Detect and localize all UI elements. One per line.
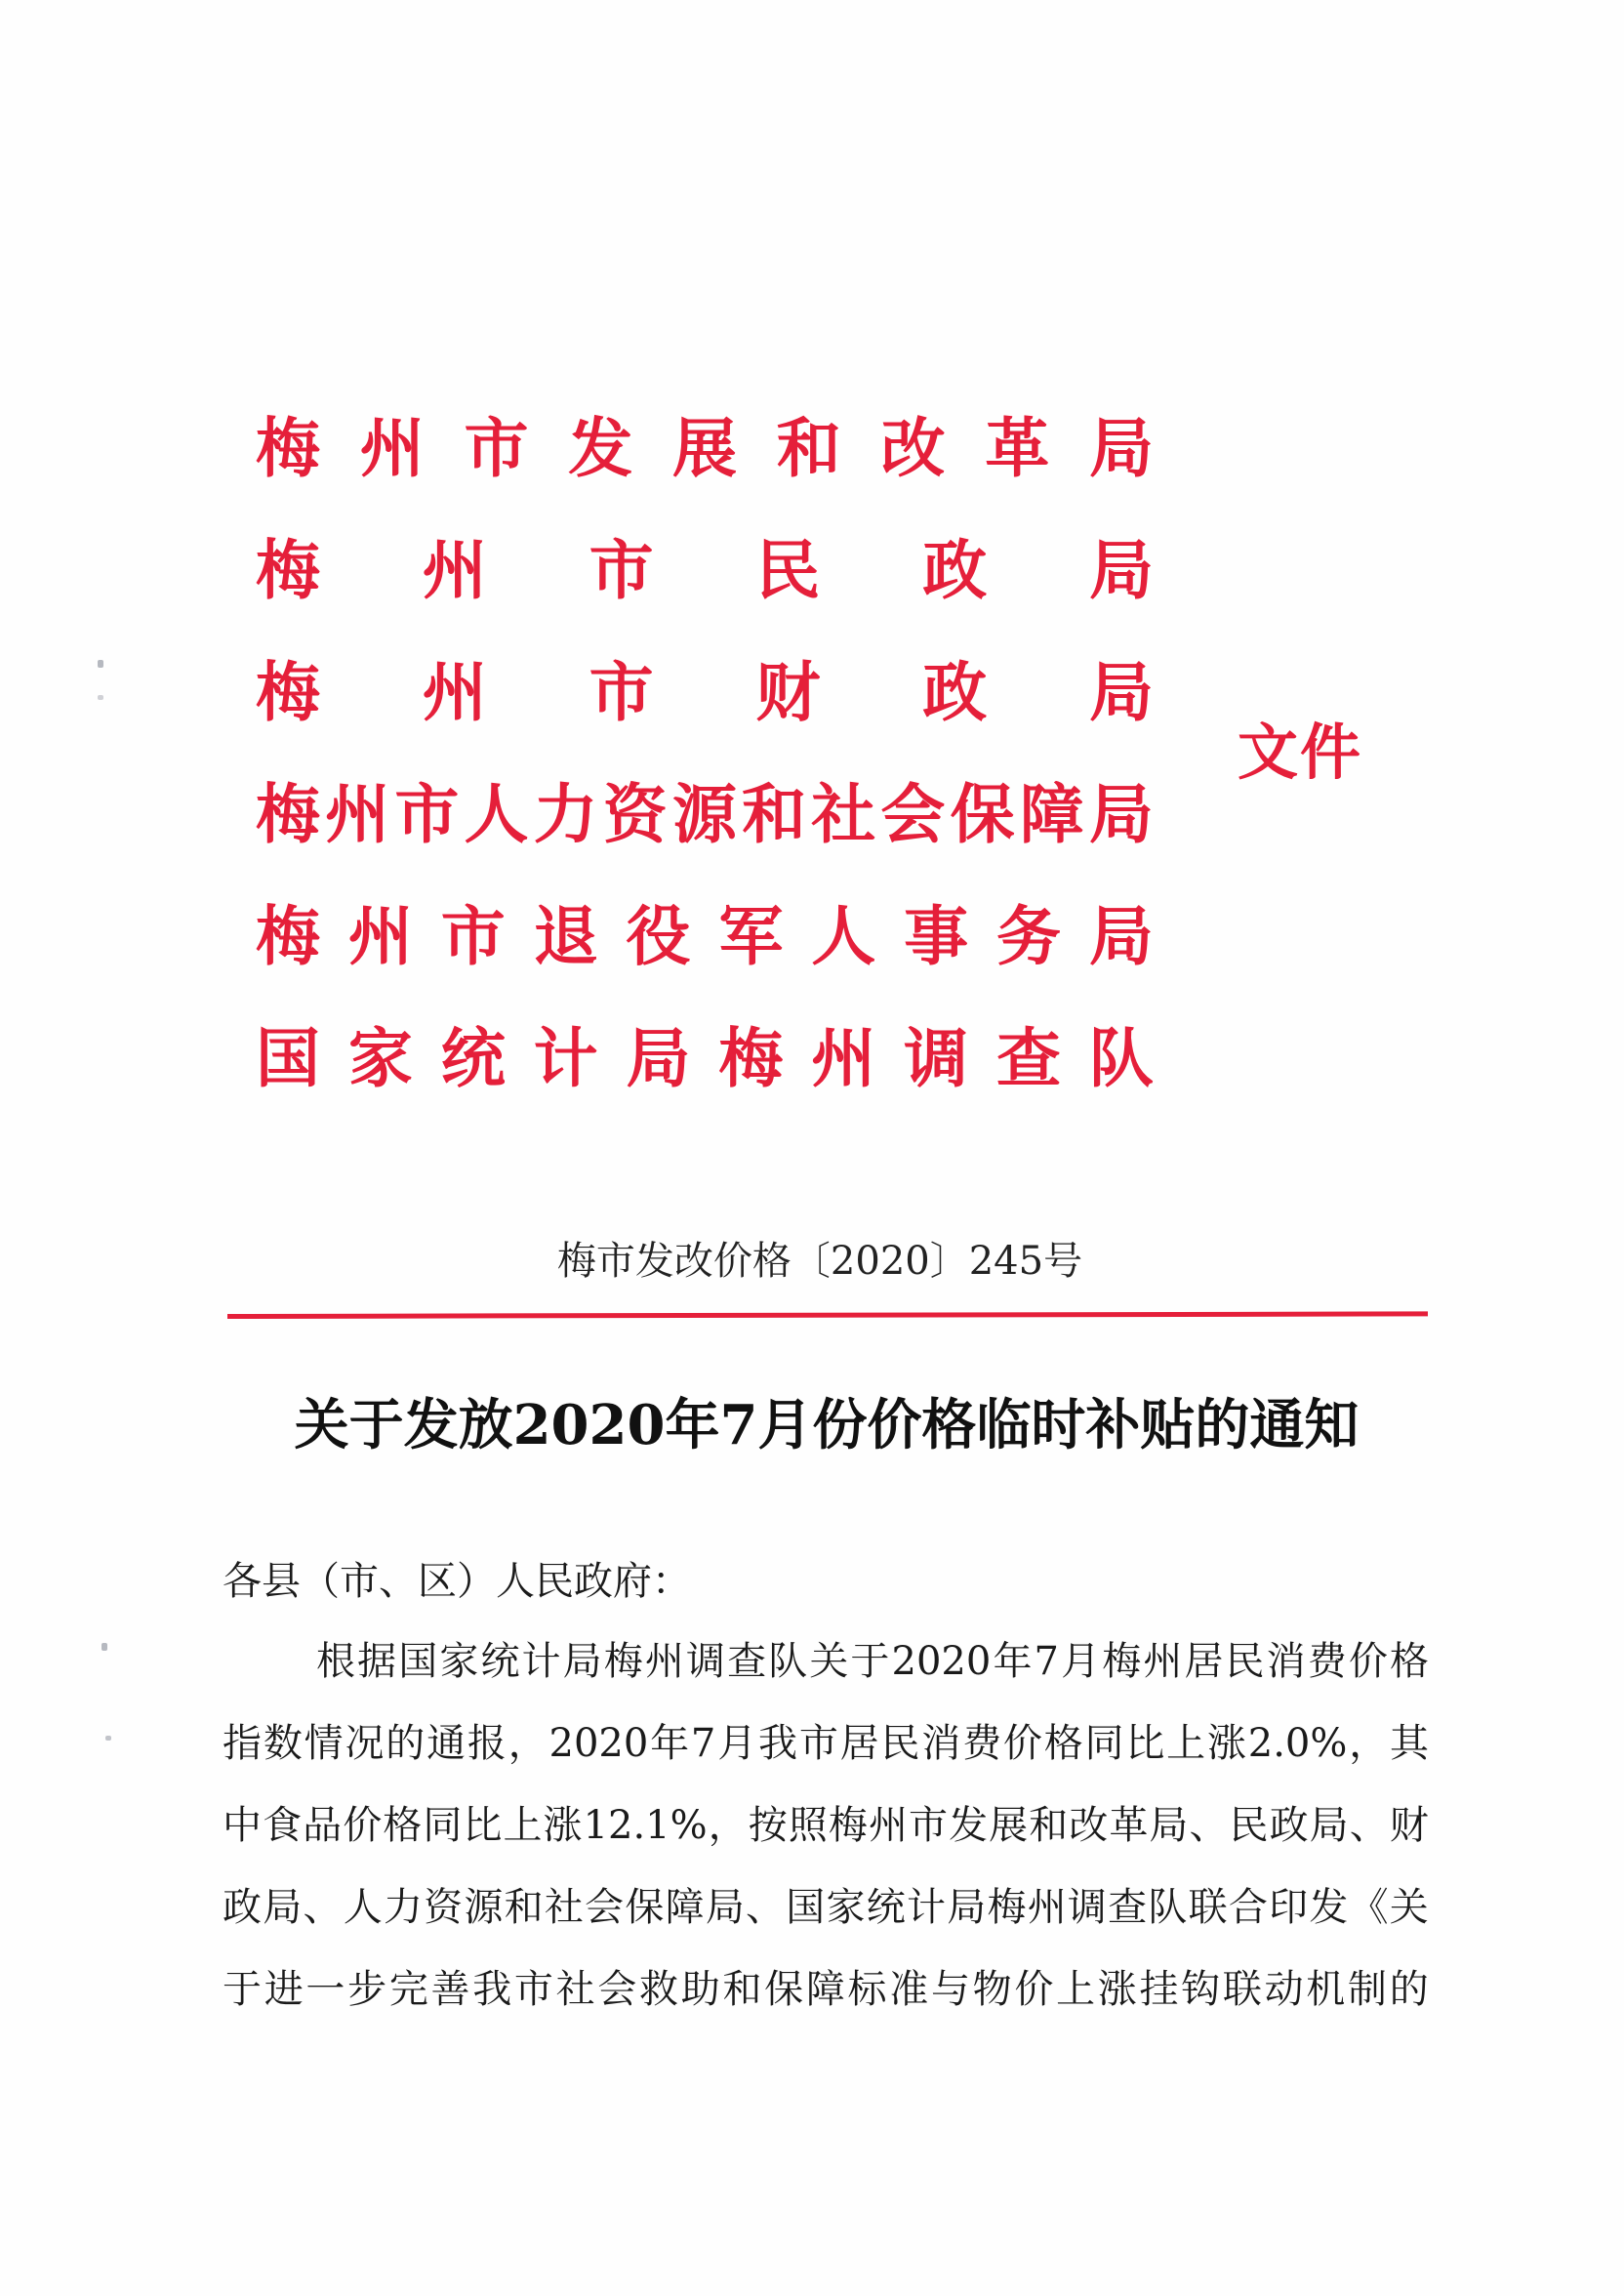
body-char: 局	[947, 1885, 987, 1930]
issuer-char: 展	[672, 411, 737, 486]
issuer-line	[256, 532, 1154, 610]
issuer-line	[256, 898, 1154, 976]
body-char: 通	[426, 1721, 467, 1766]
body-char: 同	[423, 1803, 463, 1848]
body-char: 、	[1349, 1803, 1389, 1848]
body-char: 民	[1225, 1639, 1265, 1684]
body-char: 州	[1143, 1639, 1183, 1684]
body-char: ，	[1349, 1721, 1389, 1766]
notice-title: 关于发放2020年7月份价格临时补贴的通知	[294, 1393, 1360, 1457]
body-char: 关	[1389, 1885, 1429, 1930]
body-char: 局	[562, 1639, 602, 1684]
body-char: 准	[889, 1967, 929, 2012]
body-char: 步	[347, 1967, 387, 2012]
issuer-char: 州	[811, 1021, 876, 1096]
notice-body	[223, 1620, 1429, 2030]
issuer-char: 梅	[256, 899, 320, 974]
body-char: 救	[639, 1967, 679, 2012]
body-char: 展	[989, 1803, 1029, 1848]
issuer-char: 役	[626, 899, 691, 974]
body-char: 查	[727, 1639, 767, 1684]
body-char: 涨	[543, 1803, 583, 1848]
body-char: 队	[1148, 1885, 1188, 1930]
body-char: 障	[665, 1885, 705, 1930]
body-char: 数	[263, 1721, 303, 1766]
issuer-char: 州	[359, 411, 425, 486]
issuer-char: 队	[1088, 1021, 1154, 1096]
body-char: 我	[758, 1721, 797, 1766]
issuer-char: 人	[464, 777, 529, 852]
issuer-char: 和	[776, 411, 841, 486]
body-char: 梅	[828, 1803, 868, 1848]
issuer-char: 调	[904, 1021, 969, 1096]
issuer-char: 源	[671, 777, 737, 852]
body-char: 局	[1149, 1803, 1189, 1848]
body-char: 家	[826, 1885, 866, 1930]
issuer-char: 查	[996, 1021, 1061, 1096]
issuer-line	[256, 654, 1154, 732]
body-char: 调	[1067, 1885, 1107, 1930]
body-char: 2.0%	[1247, 1721, 1348, 1766]
issuer-line	[256, 776, 1154, 854]
body-line	[223, 1620, 1429, 1702]
body-char: 联	[1222, 1967, 1262, 2012]
body-char: 挂	[1139, 1967, 1179, 2012]
body-char: 于	[850, 1639, 890, 1684]
issuer-char: 退	[533, 899, 598, 974]
body-char: 钩	[1181, 1967, 1221, 2012]
body-char: 年	[650, 1721, 690, 1766]
issuer-char: 市	[440, 899, 506, 974]
body-char: 涨	[1206, 1721, 1246, 1766]
body-char: 政	[1269, 1803, 1309, 1848]
body-line	[223, 1948, 1429, 2030]
body-char: 价	[1002, 1721, 1042, 1766]
issuer-char: 计	[533, 1021, 598, 1096]
body-char: 计	[906, 1885, 946, 1930]
issuer-char: 事	[904, 899, 969, 974]
body-char: 善	[430, 1967, 470, 2012]
issuer-char: 局	[1088, 533, 1154, 608]
body-char: 力	[383, 1885, 423, 1930]
issuer-char: 社	[811, 777, 876, 852]
body-char: 梅	[987, 1885, 1027, 1930]
issuer-char: 政	[922, 533, 988, 608]
body-char: 7	[1034, 1639, 1059, 1684]
body-line	[223, 1866, 1429, 1948]
body-char: 指	[223, 1721, 262, 1766]
body-char: 和	[722, 1967, 762, 2012]
issuer-char: 军	[718, 899, 784, 974]
body-char: ，	[508, 1721, 548, 1766]
body-char: 和	[504, 1885, 544, 1930]
issuer-char: 局	[1089, 411, 1154, 486]
body-char: 、	[303, 1885, 343, 1930]
body-char: 民	[1229, 1803, 1269, 1848]
body-char: 人	[343, 1885, 383, 1930]
issuer-char: 革	[985, 411, 1050, 486]
body-char: 发	[949, 1803, 989, 1848]
body-char: 梅	[1102, 1639, 1142, 1684]
issuer-char: 州	[422, 533, 487, 608]
salutation: 各县（市、区）人民政府：	[223, 1559, 691, 1604]
body-char: 国	[786, 1885, 826, 1930]
body-char: 居	[1184, 1639, 1224, 1684]
red-divider	[227, 1311, 1428, 1319]
body-char: 国	[398, 1639, 438, 1684]
body-char: 与	[930, 1967, 970, 2012]
issuer-char: 资	[602, 777, 668, 852]
body-char: 联	[1188, 1885, 1228, 1930]
issuer-char: 州	[347, 899, 413, 974]
issuer-char: 州	[422, 655, 487, 730]
issuer-char: 发	[568, 411, 633, 486]
body-char: 计	[521, 1639, 561, 1684]
body-char: 发	[1309, 1885, 1349, 1930]
body-char: 《	[1349, 1885, 1389, 1930]
body-char: 会	[585, 1885, 625, 1930]
body-char: 价	[343, 1803, 383, 1848]
body-char: 政	[223, 1885, 262, 1930]
issuer-char: 会	[880, 777, 946, 852]
body-char: 州	[1027, 1885, 1067, 1930]
body-char: 月	[1061, 1639, 1101, 1684]
body-char: 统	[866, 1885, 906, 1930]
body-char: 家	[439, 1639, 479, 1684]
body-char: 照	[788, 1803, 828, 1848]
body-char: 同	[1084, 1721, 1124, 1766]
body-char: 消	[921, 1721, 961, 1766]
body-char: 进	[264, 1967, 304, 2012]
body-char: 印	[1269, 1885, 1309, 1930]
issuer-char: 统	[440, 1021, 506, 1096]
issuer-line	[256, 410, 1154, 488]
body-char: 况	[345, 1721, 385, 1766]
body-char: 机	[1306, 1967, 1346, 2012]
body-char: 梅	[603, 1639, 643, 1684]
body-char: 物	[972, 1967, 1012, 2012]
body-char: 报	[467, 1721, 507, 1766]
body-char: 关	[809, 1639, 849, 1684]
body-char: 上	[1166, 1721, 1206, 1766]
issuer-char: 保	[950, 777, 1015, 852]
body-char: 保	[764, 1967, 804, 2012]
body-char: 7	[690, 1721, 716, 1766]
issuer-char: 市	[589, 655, 654, 730]
body-char: 完	[388, 1967, 428, 2012]
document-number: 梅市发改价格〔2020〕245号	[556, 1239, 1083, 1284]
body-char: 涨	[1097, 1967, 1137, 2012]
body-char: 按	[748, 1803, 788, 1848]
body-char: 价	[1014, 1967, 1054, 2012]
issuer-char: 民	[755, 533, 821, 608]
body-char: 统	[480, 1639, 520, 1684]
body-char: 品	[303, 1803, 343, 1848]
body-char: 上	[503, 1803, 543, 1848]
body-char: 其	[1390, 1721, 1429, 1766]
issuer-char: 人	[811, 899, 876, 974]
body-char: 局	[1309, 1803, 1349, 1848]
issuer-char: 州	[325, 777, 390, 852]
body-char: 上	[1056, 1967, 1096, 2012]
body-char: 、	[1189, 1803, 1229, 1848]
body-char: 财	[1389, 1803, 1429, 1848]
body-char: 中	[223, 1803, 262, 1848]
scan-artifact	[102, 1643, 107, 1651]
body-char: 障	[805, 1967, 845, 2012]
body-char: 州	[868, 1803, 908, 1848]
body-char: 保	[625, 1885, 665, 1930]
body-char: 标	[847, 1967, 887, 2012]
body-char: 、	[746, 1885, 786, 1930]
body-char: 动	[1264, 1967, 1304, 2012]
body-char: 年	[993, 1639, 1033, 1684]
body-char: 的	[1389, 1967, 1429, 2012]
issuer-line	[256, 1020, 1154, 1098]
body-char: 改	[1069, 1803, 1109, 1848]
issuer-char: 梅	[256, 655, 320, 730]
body-char: 12.1%	[583, 1803, 708, 1848]
body-char: ，	[708, 1803, 748, 1848]
body-char: 局	[263, 1885, 303, 1930]
issuer-char: 家	[347, 1021, 413, 1096]
body-char: 情	[304, 1721, 344, 1766]
body-char: 格	[1043, 1721, 1083, 1766]
body-char: 查	[1108, 1885, 1148, 1930]
body-char: 队	[768, 1639, 808, 1684]
body-char: 费	[1307, 1639, 1347, 1684]
issuer-char: 务	[996, 899, 1061, 974]
body-char: 2020	[891, 1639, 992, 1684]
issuer-char: 梅	[256, 533, 320, 608]
issuer-char: 财	[755, 655, 821, 730]
issuer-char: 障	[1019, 777, 1084, 852]
body-char: 州	[644, 1639, 684, 1684]
body-line	[223, 1784, 1429, 1866]
body-char: 比	[1125, 1721, 1165, 1766]
scan-artifact	[98, 660, 103, 668]
body-char: 一	[305, 1967, 345, 2012]
issuer-char: 局	[1088, 777, 1154, 852]
body-char: 2020	[548, 1721, 649, 1766]
document-suffix: 文件	[1238, 717, 1363, 788]
body-char: 和	[1029, 1803, 1069, 1848]
body-char: 据	[357, 1639, 397, 1684]
scan-artifact	[105, 1736, 111, 1741]
issuer-char: 梅	[256, 411, 320, 486]
body-char: 我	[472, 1967, 512, 2012]
body-char: 民	[880, 1721, 920, 1766]
body-char: 食	[263, 1803, 303, 1848]
body-char: 助	[680, 1967, 720, 2012]
issuer-char: 改	[880, 411, 946, 486]
body-char: 调	[685, 1639, 725, 1684]
body-char: 社	[544, 1885, 584, 1930]
issuer-char: 局	[1088, 655, 1154, 730]
issuer-char: 梅	[256, 777, 320, 852]
issuer-char: 市	[589, 533, 654, 608]
body-char: 源	[464, 1885, 504, 1930]
issuer-char: 局	[1088, 899, 1154, 974]
issuer-char: 市	[464, 411, 529, 486]
body-char: 于	[223, 1967, 262, 2012]
body-char: 费	[962, 1721, 1002, 1766]
body-char: 比	[463, 1803, 503, 1848]
body-char: 市	[909, 1803, 949, 1848]
body-char: 根	[316, 1639, 355, 1684]
body-char: 资	[424, 1885, 464, 1930]
body-char: 居	[839, 1721, 879, 1766]
body-char: 会	[597, 1967, 637, 2012]
body-char: 市	[798, 1721, 838, 1766]
issuer-char: 市	[394, 777, 460, 852]
body-char: 制	[1347, 1967, 1387, 2012]
issuer-char: 局	[626, 1021, 691, 1096]
body-line	[223, 1702, 1429, 1784]
issuer-char: 梅	[718, 1021, 784, 1096]
issuer-char: 和	[742, 777, 807, 852]
issuer-char: 政	[922, 655, 988, 730]
body-char: 合	[1228, 1885, 1268, 1930]
body-char: 格	[383, 1803, 423, 1848]
scan-artifact	[98, 695, 103, 700]
body-char: 消	[1266, 1639, 1306, 1684]
body-char: 市	[513, 1967, 553, 2012]
body-char: 格	[1389, 1639, 1429, 1684]
issuer-char: 力	[533, 777, 598, 852]
body-char: 价	[1348, 1639, 1388, 1684]
body-char: 革	[1109, 1803, 1149, 1848]
body-char: 的	[386, 1721, 426, 1766]
body-char: 社	[555, 1967, 595, 2012]
issuer-char: 国	[256, 1021, 320, 1096]
body-char: 月	[717, 1721, 757, 1766]
body-char: 局	[705, 1885, 745, 1930]
